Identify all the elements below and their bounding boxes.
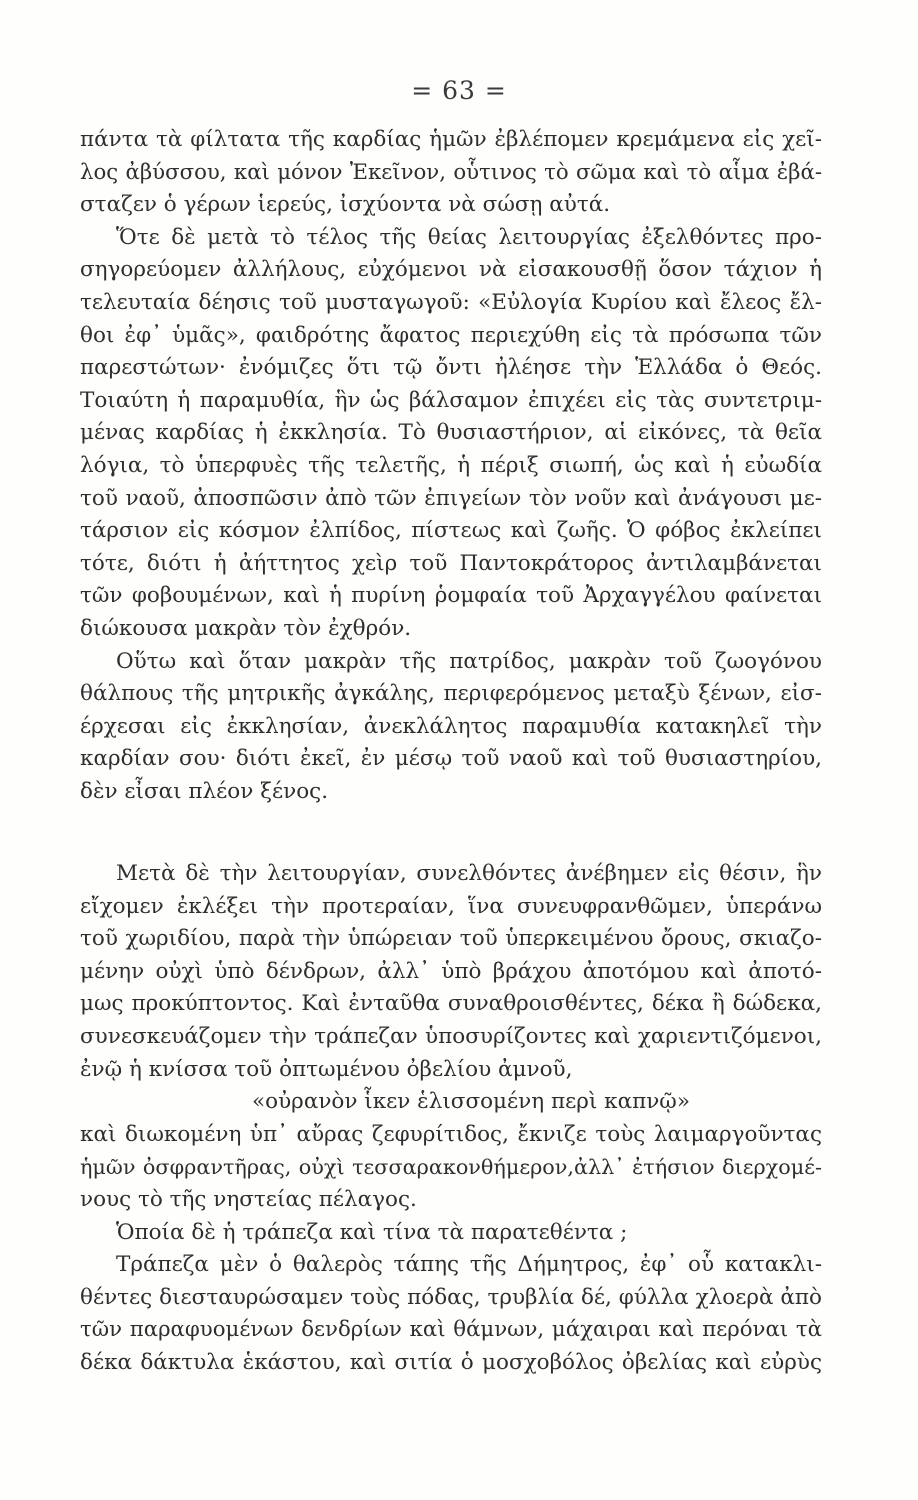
text-line: θοι ἐφ᾽ ὑμᾶς», φαιδρότης ἄφατος περιεχύθη εἰς τὰ πρόσωπα τῶν	[80, 322, 822, 348]
text-line: τῶν φοβουμένων, καὶ ἡ πυρίνη ῥομφαία τοῦ Ἀρχαγγέλου φαίνεται	[80, 583, 822, 609]
text-line: παρεστώτων· ἐνόμιζες ὅτι τῷ ὄντι ἠλέησε τὴν Ἑλλάδα ὁ Θεός.	[80, 355, 822, 381]
text-line: θάλπους τῆς μητρικῆς ἀγκάλης, περιφερόμενος μεταξὺ ξένων, εἰσ-	[80, 681, 822, 707]
text-line: καὶ διωκομένη ὑπ᾽ αὔρας ζεφυρίτιδος, ἔκνιζε τοὺς λαιμαργοῦντας	[80, 1121, 822, 1147]
text-line: διώκουσα μακρὰν τὸν ἐχθρόν.	[80, 615, 412, 641]
text-line: σταζεν ὁ γέρων ἱερεύς, ἰσχύοντα νὰ σώσῃ αὐτά.	[80, 192, 611, 218]
text-line: ἡμῶν ὀσφραντῆρας, οὐχὶ τεσσαρακονθήμερον,ἀλλ᾽ ἐτήσιον διερχομέ-	[80, 1155, 822, 1180]
text-line: τῶν παραφυομένων δενδρίων καὶ θάμνων, μάχαιραι καὶ περόναι τὰ	[80, 1317, 822, 1343]
text-block-1	[80, 124, 822, 808]
text-line: τοῦ χωριδίου, παρὰ τὴν ὑπώρειαν τοῦ ὑπερκειμένου ὄρους, σκιαζο-	[80, 926, 822, 952]
paragraph-start: Ὁποία δὲ ἡ τράπεζα καὶ τίνα τὰ παρατεθέντα ;	[116, 1219, 628, 1245]
text-line: Τοιαύτη ἡ παραμυθία, ἣν ὡς βάλσαμον ἐπιχέει εἰς τὰς συντετριμ-	[80, 387, 822, 413]
text-line: λος ἀβύσσου, καὶ μόνον Ἐκεῖνον, οὗτινος τὸ σῶμα καὶ τὸ αἷμα ἐβά-	[80, 159, 822, 185]
text-line: μένην οὐχὶ ὑπὸ δένδρων, ἀλλ᾽ ὑπὸ βράχου ἀποτόμου καὶ ἀποτό-	[80, 958, 822, 984]
text-line: σηγορεύομεν ἀλλήλους, εὐχόμενοι νὰ εἰσακουσθῇ ὅσον τάχιον ἡ	[80, 257, 822, 283]
text-block-2	[80, 858, 822, 1380]
page-number: = 63 =	[411, 76, 507, 105]
text-line: ἐνῷ ἡ κνίσσα τοῦ ὀπτωμένου ὀβελίου ἀμνοῦ,	[80, 1056, 573, 1082]
text-line: τότε, διότι ἡ ἀήττητος χεὶρ τοῦ Παντοκράτορος ἀντιλαμβάνεται	[80, 550, 822, 576]
text-line: συνεσκευάζομεν τὴν τράπεζαν ὑποσυρίζοντες καὶ χαριεντιζόμενοι,	[80, 1023, 822, 1049]
text-line: τοῦ ναοῦ, ἀποσπῶσιν ἀπὸ τῶν ἐπιγείων τὸν νοῦν καὶ ἀνάγουσι με-	[80, 485, 822, 511]
text-line: δέκα δάκτυλα ἑκάστου, καὶ σιτία ὁ μοσχοβόλος ὀβελίας καὶ εὐρὺς	[80, 1349, 822, 1375]
text-line: πάντα τὰ φίλτατα τῆς καρδίας ἡμῶν ἐβλέπομεν κρεμάμενα εἰς χεῖ-	[80, 127, 822, 152]
text-line: μένας καρδίας ἡ ἐκκλησία. Τὸ θυσιαστήριον, αἱ εἰκόνες, τὰ θεῖα	[80, 420, 822, 446]
text-line: δὲν εἶσαι πλέον ξένος.	[80, 778, 329, 804]
text-line: τάρσιον εἰς κόσμον ἐλπίδος, πίστεως καὶ ζωῆς. Ὁ φόβος ἐκλείπει	[80, 518, 822, 544]
text-line: τελευταία δέησις τοῦ μυσταγωγοῦ: «Εὐλογία Κυρίου καὶ ἔλεος ἔλ-	[80, 289, 822, 315]
text-line: θέντες διεσταυρώσαμεν τοὺς πόδας, τρυβλία δέ, φύλλα χλοερὰ ἀπὸ	[80, 1284, 822, 1310]
paragraph-start: Οὕτω καὶ ὅταν μακρὰν τῆς πατρίδος, μακρὰν τοῦ ζωογόνου	[116, 648, 822, 674]
text-line: έρχεσαι εἰς ἐκκλησίαν, ἀνεκλάλητος παραμυθία κατακηλεῖ τὴν	[80, 713, 822, 739]
paragraph-start: Τράπεζα μὲν ὁ θαλερὸς τάπης τῆς Δήμητρος, ἐφ᾽ οὗ κατακλι-	[116, 1252, 822, 1278]
paragraph-start: Μετὰ δὲ τὴν λειτουργίαν, συνελθόντες ἀνέβημεν εἰς θέσιν, ἣν	[116, 861, 822, 886]
text-line: νους τὸ τῆς νηστείας πέλαγος.	[80, 1186, 417, 1212]
text-line: καρδίαν σου· διότι ἐκεῖ, ἐν μέσῳ τοῦ ναοῦ καὶ τοῦ θυσιαστηρίου,	[80, 746, 822, 772]
text-line: εἴχομεν ἐκλέξει τὴν προτεραίαν, ἵνα συνευφρανθῶμεν, ὑπεράνω	[80, 893, 822, 919]
paragraph-start: Ὅτε δὲ μετὰ τὸ τέλος τῆς θείας λειτουργίας ἐξελθόντες προ-	[116, 224, 822, 250]
text-line: λόγια, τὸ ὑπερφυὲς τῆς τελετῆς, ἡ πέριξ σιωπή, ὡς καὶ ἡ εὐωδία	[80, 452, 822, 478]
quotation-line: «οὐρανὸν ἷκεν ἑλισσομένη περὶ καπνῷ»	[252, 1089, 690, 1115]
text-line: μως προκύπτοντος. Καὶ ἐνταῦθα συναθροισθέντες, δέκα ἢ δώδεκα,	[80, 991, 822, 1017]
